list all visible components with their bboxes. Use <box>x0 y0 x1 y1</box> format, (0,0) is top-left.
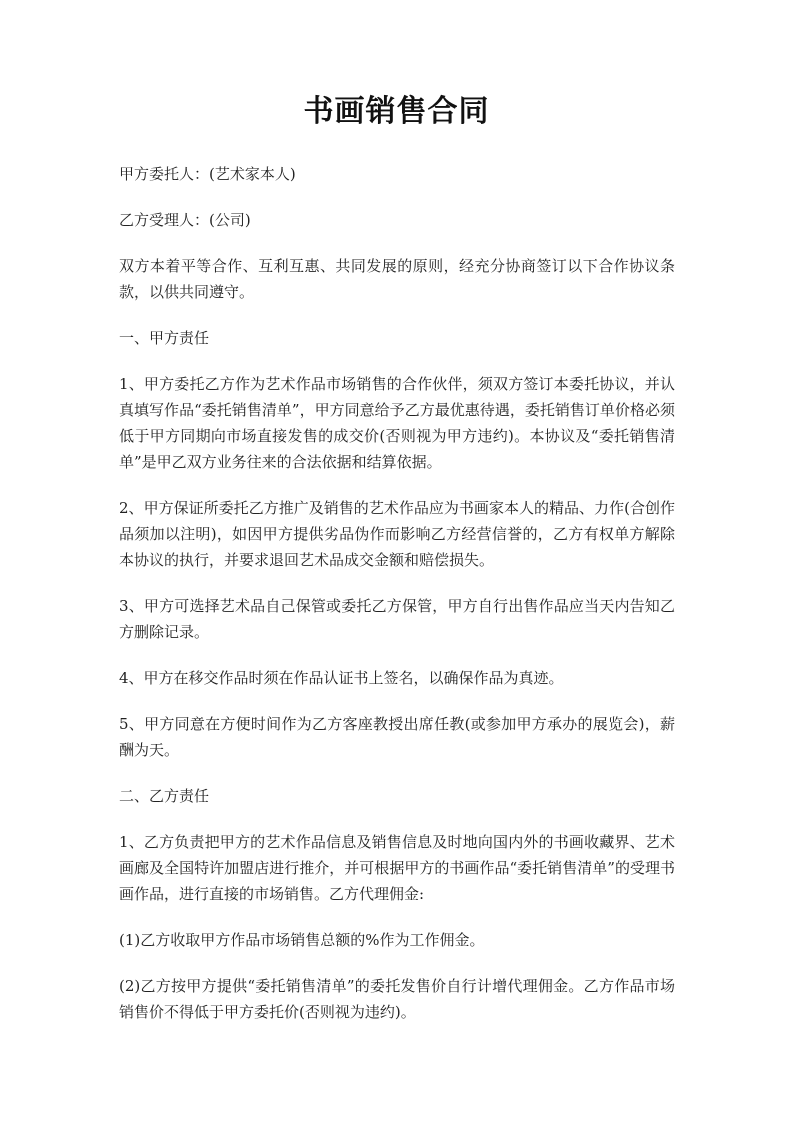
clause-a-5: 5、甲方同意在方便时间作为乙方客座教授出席任教(或参加甲方承办的展览会)，薪酬为天。 <box>119 715 675 759</box>
clause-b-1-item-1: (1)乙方收取甲方作品市场销售总额的%作为工作佣金。 <box>119 931 485 949</box>
clause-a-4: 4、甲方在移交作品时须在作品认证书上签名，以确保作品为真迹。 <box>119 669 564 687</box>
section-heading-party-a: 一、甲方责任 <box>119 329 210 347</box>
clause-a-1: 1、甲方委托乙方作为艺术作品市场销售的合作伙伴，须双方签订本委托协议，并认真填写作品“委托销售清单”，甲方同意给予乙方最优惠待遇，委托销售订单价格必须低于甲方同期向市场直接发售的成交价(否则视为甲方违约)。本协议及“委托销售清单”是甲乙双方业务往来的合法依据和结算依据。 <box>119 375 675 471</box>
clause-b-1: 1、乙方负责把甲方的艺术作品信息及销售信息及时地向国内外的书画收藏界、艺术画廊及全国特许加盟店进行推介，并可根据甲方的书画作品“委托销售清单”的受理书画作品，进行直接的市场销售。乙方代理佣金: <box>119 833 675 903</box>
clause-b-1-item-2: (2)乙方按甲方提供“委托销售清单”的委托发售价自行计增代理佣金。乙方作品市场销售价不得低于甲方委托价(否则视为违约)。 <box>119 977 675 1021</box>
clause-a-3: 3、甲方可选择艺术品自己保管或委托乙方保管，甲方自行出售作品应当天内告知乙方删除记录。 <box>119 597 675 641</box>
party-a-line: 甲方委托人：(艺术家本人) <box>119 165 296 183</box>
clause-a-2: 2、甲方保证所委托乙方推广及销售的艺术作品应为书画家本人的精品、力作(合创作品须加以注明)，如因甲方提供劣品伪作而影响乙方经营信誉的，乙方有权单方解除本协议的执行，并要求退回艺术品成交金额和赔偿损失。 <box>119 499 675 569</box>
party-b-line: 乙方受理人：(公司) <box>119 211 251 229</box>
document-title: 书画销售合同 <box>303 94 490 129</box>
document-body <box>119 161 675 1045</box>
section-heading-party-b: 二、乙方责任 <box>119 787 210 805</box>
preamble-paragraph: 双方本着平等合作、互利互惠、共同发展的原则，经充分协商签订以下合作协议条款，以供共同遵守。 <box>119 257 675 301</box>
